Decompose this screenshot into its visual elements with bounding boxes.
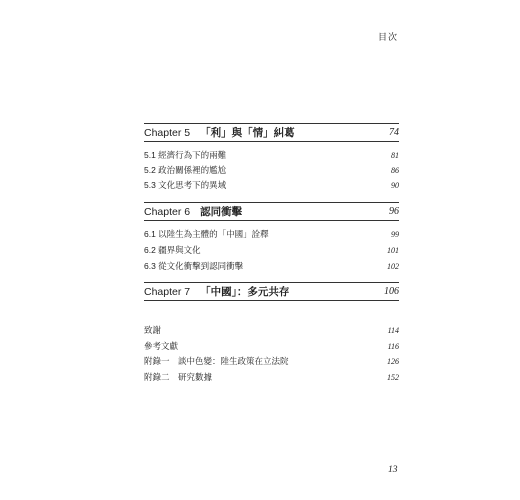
entry-page: 90: [391, 180, 399, 190]
toc-entry-5-3: [144, 179, 399, 191]
entry-page: 102: [387, 261, 399, 271]
chapter-5-heading: [144, 123, 399, 142]
entry-label: 附錄二 研究數據: [144, 372, 213, 382]
toc-entry-references: [144, 340, 399, 352]
entry-page: 126: [387, 356, 399, 366]
chapter-7-heading: [144, 282, 399, 301]
page-number: 13: [388, 465, 398, 475]
entry-label: 參考文獻: [144, 341, 179, 351]
toc-entry-acknowledgements: [144, 324, 399, 336]
entry-page: 81: [391, 150, 399, 160]
entry-page: 99: [391, 229, 399, 239]
entry-label: 6.2 疆界與文化: [144, 245, 201, 255]
entry-page: 116: [387, 341, 399, 351]
chapter-title: 「利」與「情」糾葛: [200, 127, 295, 139]
entry-label: 5.2 政治關係裡的尷尬: [144, 165, 227, 175]
chapter-page: 106: [384, 286, 399, 297]
toc-entry-appendix-2: [144, 371, 399, 383]
entry-page: 114: [387, 325, 399, 335]
entry-label: 6.3 從文化衝擊到認同衝擊: [144, 261, 244, 271]
chapter-6-heading: [144, 202, 399, 221]
entry-page: 86: [391, 165, 399, 175]
entry-label: 致謝: [144, 325, 162, 335]
toc-entry-6-3: [144, 260, 399, 272]
entry-label: 5.1 經濟行為下的兩難: [144, 150, 227, 160]
chapter-page: 74: [389, 127, 399, 138]
chapter-number: Chapter 5: [144, 126, 191, 139]
chapter-number: Chapter 7: [144, 285, 191, 298]
entry-label: 5.3 文化思考下的異域: [144, 180, 227, 190]
chapter-title: 認同衝擊: [200, 206, 243, 218]
chapter-number: Chapter 6: [144, 205, 191, 218]
toc-entry-5-2: [144, 164, 399, 176]
running-head: 目次: [377, 32, 398, 42]
chapter-page: 96: [389, 206, 399, 217]
entry-label: 附錄一 談中色變：陸生政策在立法院: [144, 356, 289, 366]
entry-page: 101: [387, 245, 399, 255]
entry-page: 152: [387, 372, 399, 382]
toc-entry-5-1: [144, 149, 399, 161]
toc-entry-appendix-1: [144, 355, 399, 367]
toc-entry-6-2: [144, 244, 399, 256]
chapter-title: 「中國」：多元共存: [200, 286, 290, 298]
entry-label: 6.1 以陸生為主體的「中國」詮釋: [144, 229, 269, 239]
toc-entry-6-1: [144, 228, 399, 240]
